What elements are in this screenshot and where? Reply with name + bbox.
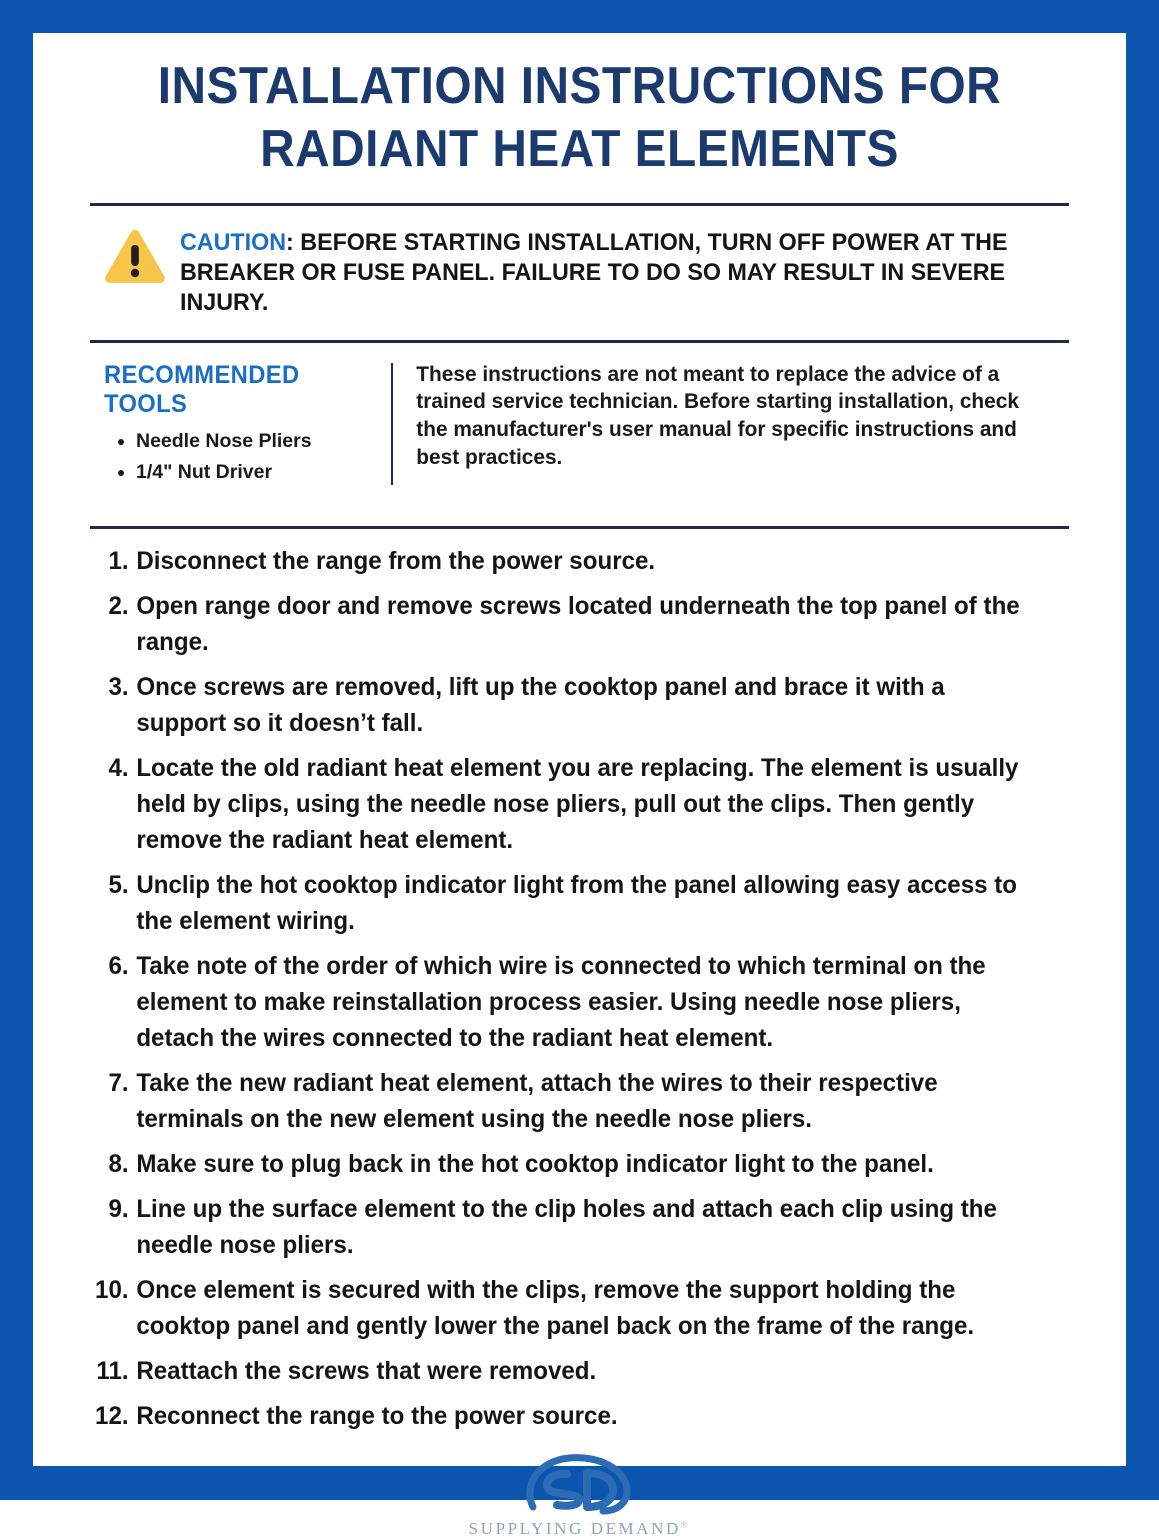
caution-banner bbox=[90, 206, 1069, 318]
tools-section bbox=[90, 343, 1069, 505]
document-sheet bbox=[33, 33, 1126, 1538]
step-item: Line up the surface element to the clip holes and attach each clip using the needle nose pliers. bbox=[136, 1194, 997, 1259]
caution-body: BEFORE STARTING INSTALLATION, TURN OFF POWER AT THE BREAKER OR FUSE PANEL. FAILURE TO DO SO MAY RESULT IN SEVERE INJURY. bbox=[180, 228, 1008, 316]
page-title bbox=[90, 33, 1069, 182]
logo-wordmark bbox=[469, 1519, 691, 1539]
title-heading bbox=[129, 55, 1030, 182]
registered-mark: ® bbox=[680, 1519, 691, 1529]
step-item: Reattach the screws that were removed. bbox=[136, 1356, 597, 1385]
step-item: Locate the old radiant heat element you are replacing. The element is usually held by clips, using the needle nose pliers, pull out the clips. Then gently remove the radiant heat element. bbox=[136, 753, 1019, 854]
tools-heading: RECOMMENDED TOOLS bbox=[104, 360, 300, 418]
tools-list bbox=[104, 426, 369, 489]
caution-label: CAUTION bbox=[180, 228, 287, 256]
warning-triangle-icon bbox=[104, 229, 166, 285]
step-item: Unclip the hot cooktop indicator light from the panel allowing easy access to the element wiring. bbox=[136, 870, 1018, 935]
caution-separator: : bbox=[286, 228, 294, 256]
step-item: Take note of the order of which wire is connected to which terminal on the element to make reinstallation process easier. Using needle nose pliers, detach the wires connected to the radiant heat element. bbox=[136, 951, 986, 1052]
recommended-tools bbox=[104, 361, 391, 489]
step-item: Once screws are removed, lift up the cooktop panel and brace it with a support so it doesn’t fall. bbox=[136, 672, 945, 737]
brand-logo bbox=[90, 1443, 1069, 1539]
step-item: Once element is secured with the clips, remove the support holding the cooktop panel and gently lower the panel back on the frame of the range. bbox=[136, 1275, 975, 1340]
instruction-steps bbox=[90, 529, 1069, 1434]
sd-logo-icon bbox=[521, 1451, 639, 1517]
disclaimer-text: These instructions are not meant to replace the advice of a trained service technician. Before starting installation, check the manufacturer's user manual for specific instructions and best practices. bbox=[416, 361, 1019, 470]
step-item: Take the new radiant heat element, attach the wires to their respective terminals on the new element using the needle nose pliers. bbox=[136, 1068, 938, 1133]
list-item: Needle Nose Pliers bbox=[136, 426, 369, 458]
title-line-2: RADIANT HEAT ELEMENTS bbox=[260, 120, 899, 179]
step-item: Make sure to plug back in the hot cooktop indicator light to the panel. bbox=[136, 1149, 934, 1178]
list-item: 1/4" Nut Driver bbox=[136, 457, 369, 489]
step-item: Open range door and remove screws located underneath the top panel of the range. bbox=[136, 591, 1020, 656]
step-item: Disconnect the range from the power source. bbox=[136, 546, 656, 575]
step-item: Reconnect the range to the power source. bbox=[136, 1401, 618, 1430]
title-line-1: INSTALLATION INSTRUCTIONS FOR bbox=[157, 57, 1002, 115]
logo-wordmark-text: SUPPLYING DEMAND bbox=[468, 1518, 681, 1538]
caution-text bbox=[180, 226, 1025, 318]
